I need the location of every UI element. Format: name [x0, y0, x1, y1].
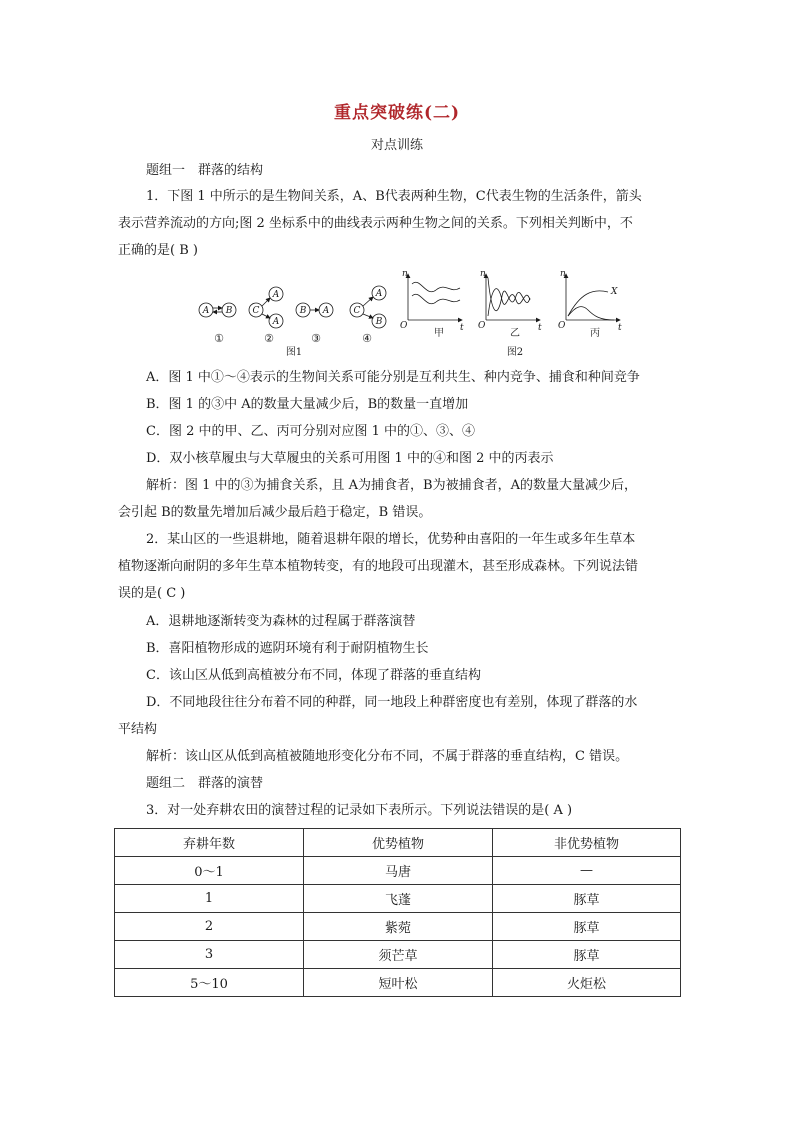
- fig1-4-label-a: A: [375, 289, 383, 299]
- q1-explanation-line1: 解析：图 1 中的③为捕食关系，且 A为捕食者，B为被捕食者，A的数量大量减少后，: [146, 478, 637, 493]
- fig1-2-label-a2: A: [272, 317, 280, 327]
- fig2-jia-curve-lower: [412, 294, 460, 304]
- q1-option-c: C．图 2 中的甲、乙、丙可分别对应图 1 中的①、③、④: [146, 424, 476, 439]
- table-row: [115, 969, 681, 997]
- page-title: 重点突破练(二): [333, 103, 461, 123]
- table-cell: 飞蓬: [304, 885, 493, 913]
- q1-figure-svg: [194, 266, 634, 362]
- section-heading-group1: 题组一 群落的结构: [146, 163, 264, 178]
- succession-table: [114, 828, 681, 997]
- fig2-bing-label: 丙: [590, 328, 600, 339]
- q2-explanation: 解析：该山区从低到高植被随地形变化分布不同，不属于群落的垂直结构，C 错误。: [146, 749, 629, 764]
- fig2-yi-t: t: [538, 323, 542, 333]
- fig2-jia-origin: O: [400, 321, 408, 331]
- page-subtitle: 对点训练: [370, 138, 423, 153]
- fig1-3-label-a: A: [322, 306, 330, 316]
- fig1-marker-3: ③: [311, 332, 321, 345]
- q1-option-a: A．图 1 中①～④表示的生物间关系可能分别是互利共生、种内竞争、捕食和种间竞争: [146, 370, 640, 385]
- fig2-bing-n: n: [560, 269, 566, 279]
- fig1-2-label-c: C: [252, 306, 260, 316]
- q1-option-d: D．双小核草履虫与大草履虫的关系可用图 1 中的④和图 2 中的丙表示: [146, 451, 554, 466]
- fig2-jia-label: 甲: [434, 328, 444, 339]
- q1-stem-line3: 正确的是( B ): [118, 243, 198, 258]
- fig2-jia-n: n: [402, 269, 408, 279]
- col-header-dominant: 优势植物: [304, 829, 493, 857]
- table-row: [115, 913, 681, 941]
- table-cell: 1: [115, 885, 304, 913]
- fig2-yi-n: n: [480, 269, 486, 279]
- col-header-nondominant: 非优势植物: [493, 829, 681, 857]
- table-cell: 豚草: [493, 885, 681, 913]
- q2-stem-line3: 误的是( C ): [118, 586, 186, 601]
- fig2-yi-curve-b: [488, 289, 530, 316]
- table-header-row: [115, 829, 681, 857]
- fig2-yi-origin: O: [478, 321, 486, 331]
- fig2-bing-x-label: X: [611, 287, 618, 297]
- table-cell: 火炬松: [493, 969, 681, 997]
- table-cell: 马唐: [304, 857, 493, 885]
- fig1-marker-1: ①: [214, 332, 224, 345]
- table-cell: 豚草: [493, 913, 681, 941]
- q2-option-a: A．退耕地逐渐转变为森林的过程属于群落演替: [146, 614, 416, 629]
- fig1-1-label-a: A: [202, 306, 210, 316]
- table-row: [115, 885, 681, 913]
- fig1-3-label-b: B: [299, 306, 307, 316]
- fig1-4-label-b: B: [375, 317, 383, 327]
- table-cell: —: [493, 857, 681, 885]
- q2-option-d-line1: D．不同地段往往分布着不同的种群，同一地段上种群密度也有差别，体现了群落的水: [146, 695, 638, 710]
- q1-stem-line1: 1．下图 1 中所示的是生物间关系，A、B代表两种生物，C代表生物的生活条件，箭头: [146, 189, 642, 204]
- fig1-marker-2: ②: [264, 332, 274, 345]
- fig1-1-label-b: B: [225, 306, 233, 316]
- fig2-yi-label: 乙: [510, 328, 520, 339]
- q1-option-b: B．图 1 的③中 A的数量大量减少后，B的数量一直增加: [146, 397, 469, 412]
- fig1-marker-4: ④: [362, 332, 372, 345]
- col-header-years: 弃耕年数: [115, 829, 304, 857]
- table-row: [115, 941, 681, 969]
- q1-stem-line2: 表示营养流动的方向;图 2 坐标系中的曲线表示两种生物之间的关系。下列相关判断中，不: [118, 216, 633, 231]
- q2-option-d-line2: 平结构: [118, 722, 158, 737]
- q1-figure: [194, 266, 634, 362]
- table-cell: 豚草: [493, 941, 681, 969]
- fig2-bing-t: t: [618, 323, 622, 333]
- q3-stem: 3．对一处弃耕农田的演替过程的记录如下表所示。下列说法错误的是( A ): [146, 803, 573, 818]
- fig2-jia-curve-upper: [412, 282, 460, 292]
- table-cell: 紫菀: [304, 913, 493, 941]
- fig2-bing-origin: O: [558, 321, 566, 331]
- section-heading-group2: 题组二 群落的演替: [146, 776, 264, 791]
- table-cell: 3: [115, 941, 304, 969]
- q2-option-b: B．喜阳植物形成的遮阴环境有利于耐阴植物生长: [146, 641, 429, 656]
- fig2-yi-curve-a: [488, 278, 530, 311]
- table-cell: 0～1: [115, 857, 304, 885]
- fig2-bing-curve-other: [568, 307, 614, 320]
- fig2-bing-curve-x: [568, 291, 608, 316]
- table-cell: 2: [115, 913, 304, 941]
- fig1-2-label-a1: A: [272, 290, 280, 300]
- table-cell: 5～10: [115, 969, 304, 997]
- fig1-caption: 图1: [285, 347, 303, 358]
- q2-stem-line2: 植物逐渐向耐阴的多年生草本植物转变，有的地段可出现灌木，甚至形成森林。下列说法错: [118, 559, 639, 574]
- table-cell: 短叶松: [304, 969, 493, 997]
- table-cell: 须芒草: [304, 941, 493, 969]
- fig1-4-label-c: C: [353, 306, 361, 316]
- fig2-caption: 图2: [506, 347, 524, 358]
- table-row: [115, 857, 681, 885]
- fig2-jia-t: t: [460, 323, 464, 333]
- q1-explanation-line2: 会引起 B的数量先增加后减少最后趋于稳定，B 错误。: [118, 505, 432, 520]
- q2-option-c: C．该山区从低到高植被分布不同，体现了群落的垂直结构: [146, 668, 481, 683]
- q2-stem-line1: 2．某山区的一些退耕地，随着退耕年限的增长，优势种由喜阳的一年生或多年生草本: [146, 532, 636, 547]
